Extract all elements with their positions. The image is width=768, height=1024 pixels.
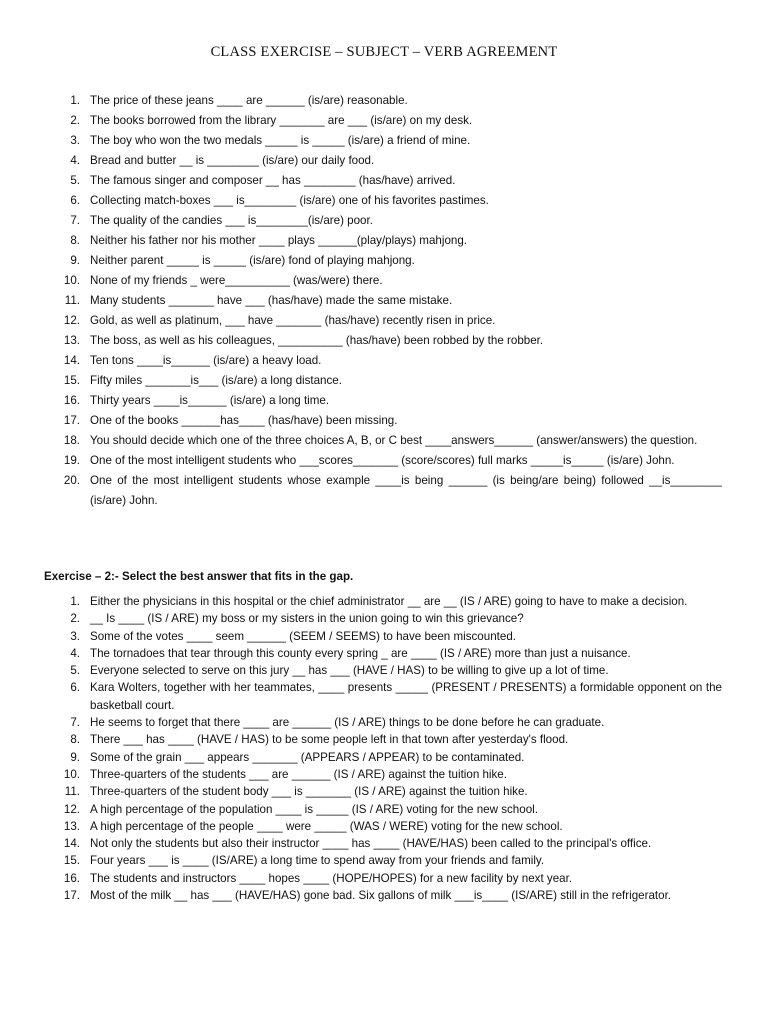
- item-number: 10.: [63, 274, 80, 287]
- item-text: Many students _______ have ___ (has/have) made the same mistake.: [90, 294, 453, 307]
- item-number: 15.: [63, 854, 80, 868]
- item-text: The famous singer and composer __ has ________ (has/have) arrived.: [90, 174, 456, 187]
- item-text: Ten tons ____is______ (is/are) a heavy load.: [90, 354, 322, 367]
- page-title: CLASS EXERCISE – SUBJECT – VERB AGREEMENT: [210, 44, 558, 60]
- item-text: Fifty miles _______is___ (is/are) a long distance.: [90, 374, 342, 387]
- item-text: Neither parent _____ is _____ (is/are) fond of playing mahjong.: [90, 254, 415, 267]
- item-number: 20.: [63, 474, 80, 487]
- item-number: 13.: [63, 334, 80, 347]
- item-text: Either the physicians in this hospital or the chief administrator __ are __ (IS / ARE) going to have to make a decision.: [90, 595, 688, 608]
- item-number: 11.: [64, 785, 80, 799]
- item-number: 3.: [70, 134, 80, 147]
- exercise-1-item: [0, 151, 768, 171]
- exercise-2-item: [0, 645, 768, 662]
- item-number: 5.: [70, 664, 80, 678]
- item-number: 9.: [70, 750, 80, 764]
- exercise-1-item: [0, 91, 768, 111]
- item-number: 16.: [63, 394, 80, 407]
- exercise-1-item: [0, 411, 768, 431]
- item-number: 3.: [70, 629, 80, 643]
- item-text: Thirty years ____is______ (is/are) a long time.: [90, 394, 330, 407]
- exercise-1-item: [0, 391, 768, 411]
- item-text: A high percentage of the people ____ were _____ (WAS / WERE) voting for the new school.: [90, 819, 563, 833]
- item-text: None of my friends _ were__________ (was/were) there.: [90, 274, 383, 287]
- item-text: Bread and butter __ is ________ (is/are) our daily food.: [90, 154, 375, 167]
- item-number: 17.: [63, 414, 80, 427]
- item-text: Everyone selected to serve on this jury __ has ___ (HAVE / HAS) to be willing to give up a lot of time.: [90, 664, 609, 678]
- exercise-1-item: [0, 331, 768, 351]
- exercise-2-heading: Exercise – 2:- Select the best answer that fits in the gap.: [44, 570, 354, 583]
- exercise-2-item: [0, 593, 768, 610]
- exercise-1-item: [0, 371, 768, 391]
- item-text: Three-quarters of the student body ___ is _______ (IS / ARE) against the tuition hike.: [90, 785, 528, 799]
- exercise-1-item: [0, 111, 768, 131]
- item-text: Kara Wolters, together with her teammates, ____ presents _____ (PRESENT / PRESENTS) a formidable opponent on the basketball court.: [90, 681, 722, 712]
- item-text: The boy who won the two medals _____ is _____ (is/are) a friend of mine.: [90, 134, 471, 147]
- item-text: Gold, as well as platinum, ___ have _______ (has/have) recently risen in price.: [90, 314, 496, 327]
- exercise-2-item: [0, 628, 768, 645]
- item-text: The books borrowed from the library _______ are ___ (is/are) on my desk.: [90, 114, 473, 127]
- item-number: 15.: [63, 374, 80, 387]
- item-number: 2.: [70, 612, 80, 626]
- item-text: One of the most intelligent students who ___scores_______ (score/scores) full marks _____is_____ (is/are) John.: [90, 454, 675, 467]
- item-text: The quality of the candies ___ is________(is/are) poor.: [90, 214, 373, 227]
- item-text: Some of the grain ___ appears _______ (APPEARS / APPEAR) to be contaminated.: [90, 750, 525, 764]
- exercise-2-item: [0, 662, 768, 679]
- item-text: Neither his father nor his mother ____ plays ______(play/plays) mahjong.: [90, 234, 468, 247]
- item-number: 12.: [63, 802, 80, 816]
- item-number: 19.: [63, 454, 80, 467]
- item-number: 5.: [70, 174, 80, 187]
- exercise-1-item: [0, 431, 768, 451]
- item-text: There ___ has ____ (HAVE / HAS) to be some people left in that town after yesterday's flood.: [90, 733, 569, 747]
- item-number: 14.: [63, 837, 80, 851]
- exercise-2-item: [0, 801, 768, 818]
- item-number: 14.: [63, 354, 80, 367]
- exercise-1-item: [0, 471, 768, 511]
- item-text: __ Is ____ (IS / ARE) my boss or my sisters in the union going to win this grievance?: [90, 612, 524, 626]
- exercise-2-item: [0, 714, 768, 731]
- exercise-1-item: [0, 351, 768, 371]
- item-text: Not only the students but also their instructor ____ has ____ (HAVE/HAS) been called to the principal's office.: [90, 837, 652, 851]
- item-number: 4.: [70, 646, 80, 660]
- exercise-1-item: [0, 291, 768, 311]
- exercise-1-list: [0, 91, 768, 511]
- exercise-2-item: [0, 870, 768, 887]
- item-text: The tornadoes that tear through this county every spring _ are ____ (IS / ARE) more than just a nuisance.: [90, 646, 631, 660]
- item-text: One of the most intelligent students whose example ____is being ______ (is being/are being) followed __is________ (is/are) John.: [90, 474, 722, 507]
- item-number: 9.: [70, 254, 80, 267]
- item-text: You should decide which one of the three choices A, B, or C best ____answers______ (answer/answers) the question.: [90, 434, 698, 447]
- item-text: Collecting match-boxes ___ is________ (is/are) one of his favorites pastimes.: [90, 194, 489, 207]
- exercise-2-item: [0, 610, 768, 627]
- item-number: 16.: [63, 871, 80, 885]
- exercise-1-item: [0, 231, 768, 251]
- item-number: 1.: [70, 595, 80, 608]
- item-text: Four years ___ is ____ (IS/ARE) a long time to spend away from your friends and family.: [90, 854, 545, 868]
- item-number: 10.: [63, 767, 80, 781]
- item-number: 1.: [70, 94, 80, 107]
- item-text: The boss, as well as his colleagues, __________ (has/have) been robbed by the robber.: [90, 334, 544, 347]
- exercise-1-item: [0, 171, 768, 191]
- item-number: 7.: [70, 214, 80, 227]
- exercise-1-item: [0, 211, 768, 231]
- exercise-2-item: [0, 887, 768, 904]
- exercise-2-item: [0, 783, 768, 800]
- item-number: 6.: [70, 194, 80, 207]
- item-text: The students and instructors ____ hopes ____ (HOPE/HOPES) for a new facility by next year.: [90, 871, 573, 885]
- item-text: A high percentage of the population ____ is _____ (IS / ARE) voting for the new school.: [90, 802, 538, 816]
- exercise-1-item: [0, 271, 768, 291]
- exercise-2-list: [0, 593, 768, 904]
- item-number: 2.: [70, 114, 80, 127]
- item-text: He seems to forget that there ____ are ______ (IS / ARE) things to be done before he can graduate.: [90, 716, 605, 730]
- item-text: One of the books ______has____ (has/have) been missing.: [90, 414, 398, 427]
- item-number: 8.: [70, 733, 80, 747]
- exercise-2-item: [0, 835, 768, 852]
- exercise-2-item: [0, 818, 768, 835]
- item-number: 18.: [63, 434, 80, 447]
- item-text: Some of the votes ____ seem ______ (SEEM / SEEMS) to have been miscounted.: [90, 629, 516, 643]
- exercise-2-item: [0, 679, 768, 714]
- exercise-2-item: [0, 731, 768, 748]
- item-number: 8.: [70, 234, 80, 247]
- item-text: Most of the milk __ has ___ (HAVE/HAS) gone bad. Six gallons of milk ___is____ (IS/ARE) still in the refrigerator.: [90, 889, 672, 903]
- exercise-1-item: [0, 451, 768, 471]
- item-number: 13.: [63, 819, 80, 833]
- exercise-2-item: [0, 766, 768, 783]
- exercise-1-item: [0, 311, 768, 331]
- item-text: Three-quarters of the students ___ are ______ (IS / ARE) against the tuition hike.: [90, 767, 507, 781]
- item-number: 4.: [70, 154, 80, 167]
- item-number: 17.: [63, 889, 80, 903]
- exercise-1-item: [0, 251, 768, 271]
- exercise-1-item: [0, 131, 768, 151]
- item-text: The price of these jeans ____ are ______ (is/are) reasonable.: [90, 94, 408, 107]
- item-number: 7.: [70, 716, 80, 730]
- item-number: 12.: [63, 314, 80, 327]
- exercise-1-item: [0, 191, 768, 211]
- exercise-2-item: [0, 852, 768, 869]
- exercise-2-item: [0, 749, 768, 766]
- item-number: 11.: [64, 294, 80, 307]
- item-number: 6.: [70, 681, 80, 695]
